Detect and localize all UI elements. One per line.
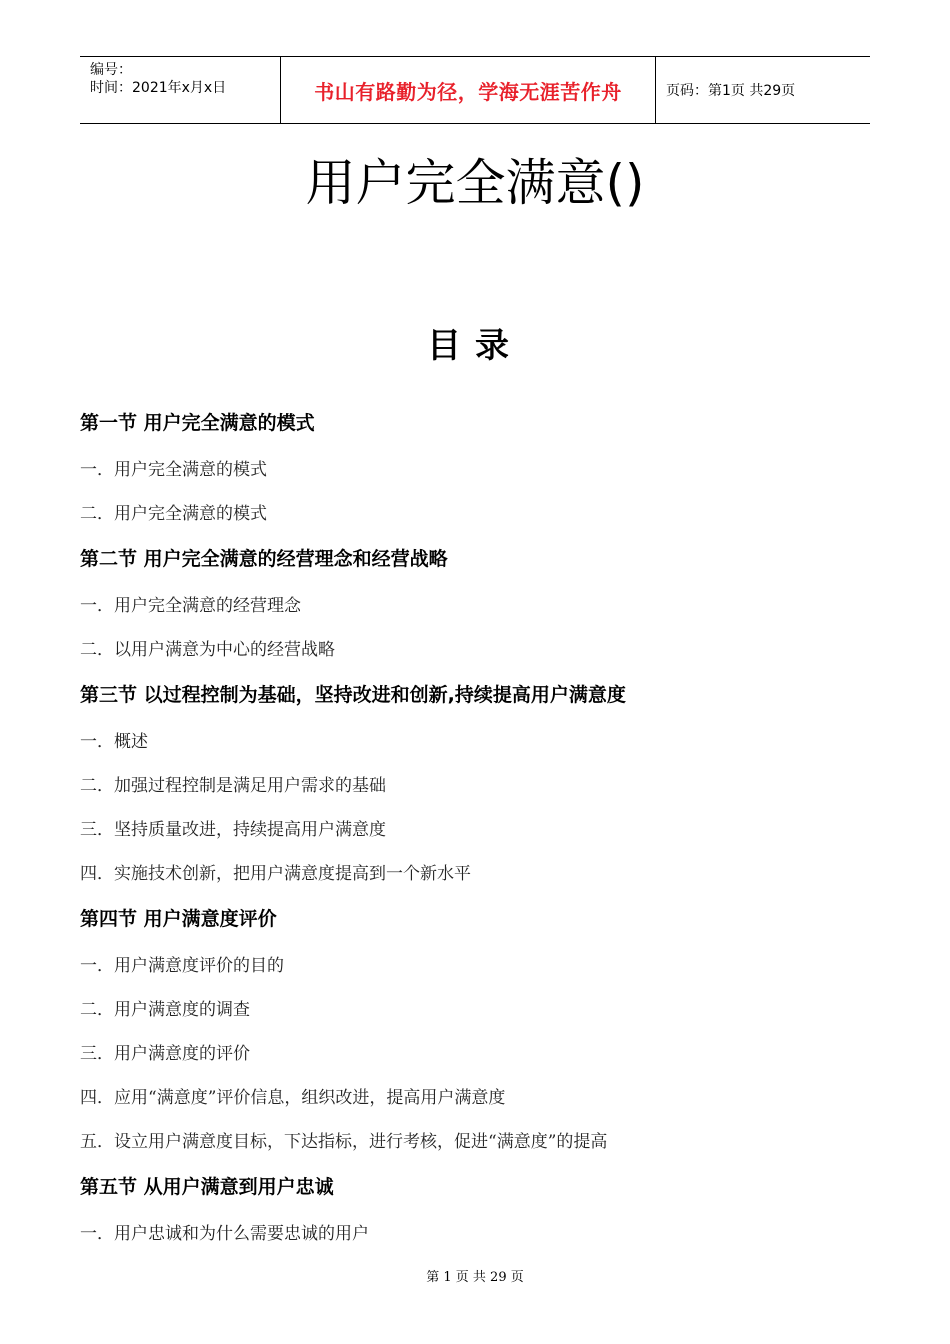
toc-item[interactable]: 二．加强过程控制是满足用户需求的基础 bbox=[80, 776, 386, 796]
toc-section[interactable]: 第一节 用户完全满意的模式 bbox=[80, 412, 315, 434]
header-page-info: 页码：第1页 共29页 bbox=[666, 83, 796, 99]
document-title: 用户完全满意() bbox=[305, 154, 645, 212]
page-header bbox=[80, 56, 870, 124]
toc-item[interactable]: 二．用户完全满意的模式 bbox=[80, 504, 267, 524]
toc-item[interactable]: 二．以用户满意为中心的经营战略 bbox=[80, 640, 335, 660]
toc-item[interactable]: 三．用户满意度的评价 bbox=[80, 1044, 250, 1064]
toc-item[interactable]: 二．用户满意度的调查 bbox=[80, 1000, 250, 1020]
toc-section[interactable]: 第二节 用户完全满意的经营理念和经营战略 bbox=[80, 548, 448, 570]
document-time-label: 时间：2021年x月x日 bbox=[90, 80, 227, 96]
toc-item[interactable]: 四．应用“满意度”评价信息，组织改进，提高用户满意度 bbox=[80, 1088, 506, 1108]
toc-item[interactable]: 一．用户完全满意的经营理念 bbox=[80, 596, 301, 616]
table-of-contents bbox=[80, 400, 870, 1256]
header-motto: 书山有路勤为径，学海无涯苦作舟 bbox=[281, 57, 656, 123]
toc-section[interactable]: 第五节 从用户满意到用户忠诚 bbox=[80, 1176, 334, 1198]
toc-item[interactable]: 一．概述 bbox=[80, 732, 148, 752]
toc-item[interactable]: 一．用户满意度评价的目的 bbox=[80, 956, 284, 976]
page-footer: 第 1 页 共 29 页 bbox=[426, 1270, 524, 1285]
header-meta bbox=[80, 57, 281, 123]
toc-item[interactable]: 三．坚持质量改进，持续提高用户满意度 bbox=[80, 820, 386, 840]
toc-item[interactable]: 一．用户忠诚和为什么需要忠诚的用户 bbox=[80, 1224, 369, 1244]
toc-section[interactable]: 第三节 以过程控制为基础，坚持改进和创新,持续提高用户满意度 bbox=[80, 684, 626, 706]
toc-section[interactable]: 第四节 用户满意度评价 bbox=[80, 908, 277, 930]
document-number-label: 编号： bbox=[90, 62, 132, 78]
toc-heading: 目录 bbox=[427, 326, 523, 366]
toc-item[interactable]: 五．设立用户满意度目标，下达指标，进行考核，促进“满意度”的提高 bbox=[80, 1132, 608, 1152]
toc-item[interactable]: 一．用户完全满意的模式 bbox=[80, 460, 267, 480]
toc-item[interactable]: 四．实施技术创新，把用户满意度提高到一个新水平 bbox=[80, 864, 471, 884]
